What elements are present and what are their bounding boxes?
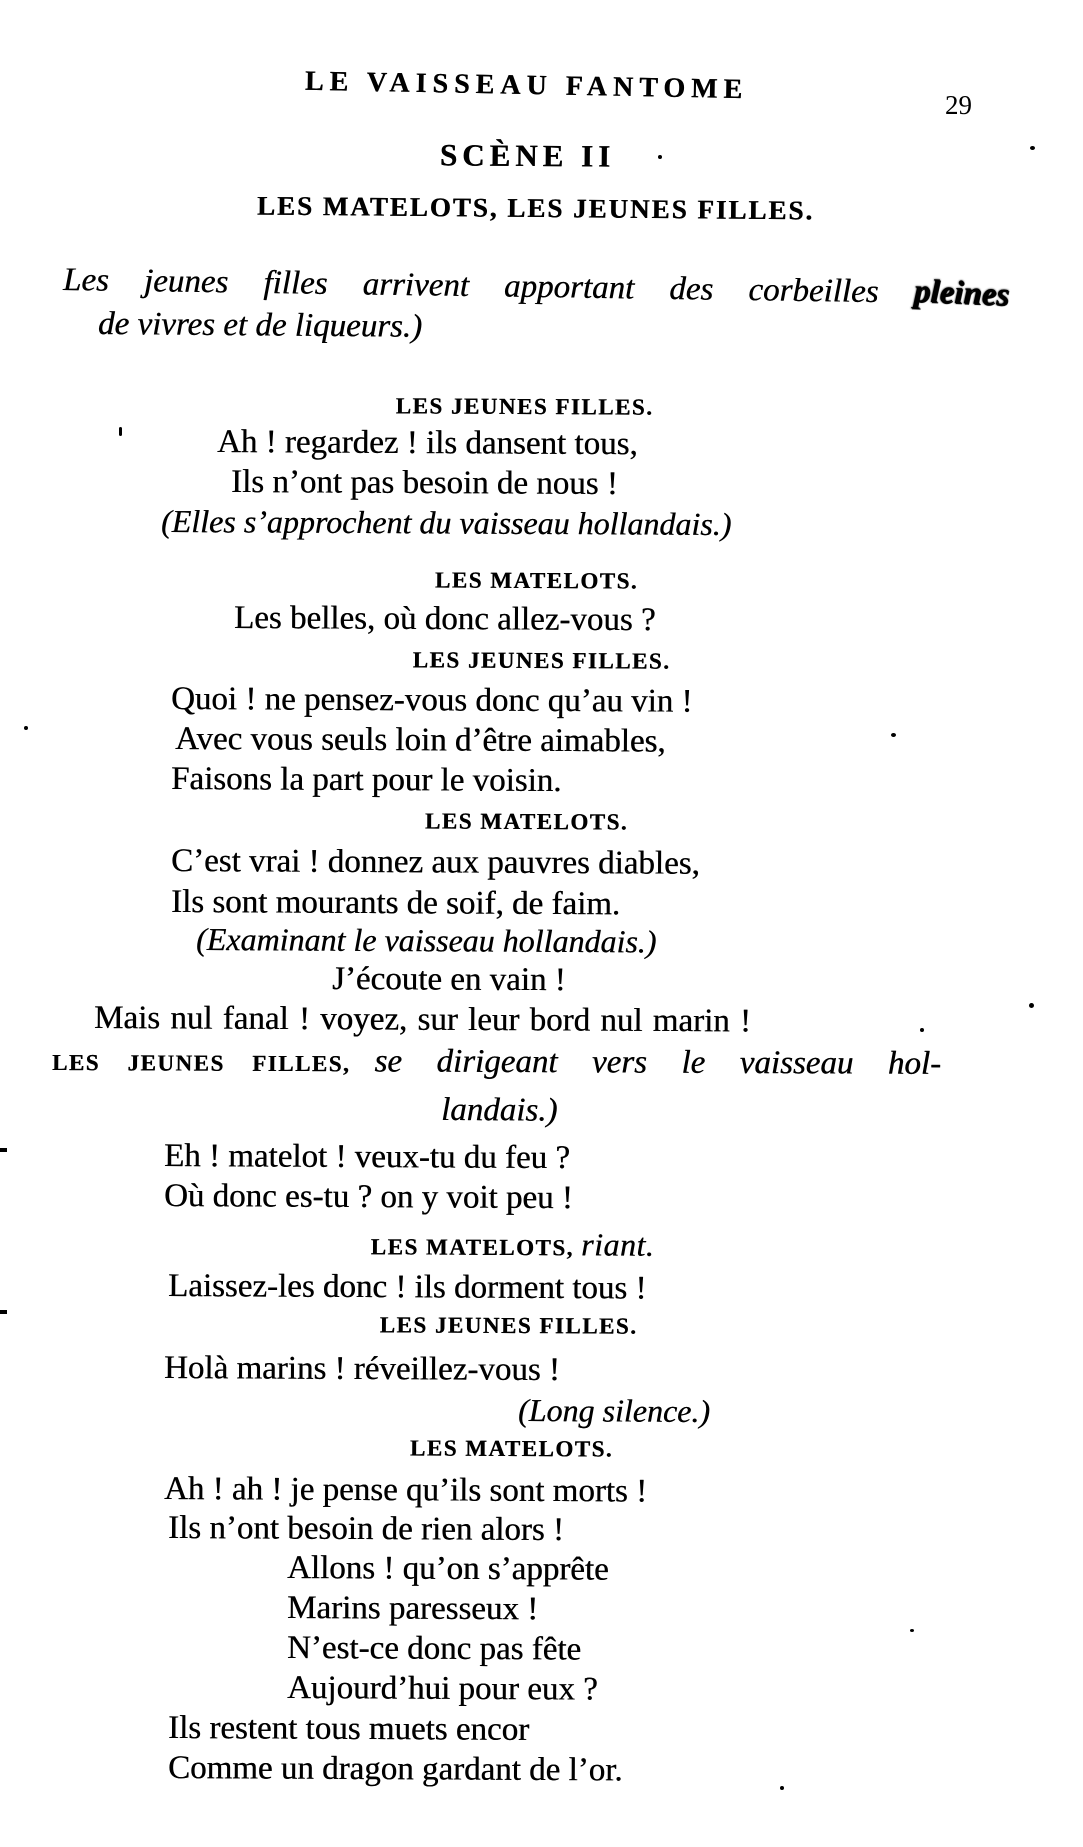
verse-line: Aujourd’hui pour eux ? (286, 1670, 598, 1708)
verse-line: Holà marins ! réveillez-vous ! (163, 1350, 560, 1389)
scan-speck (1030, 146, 1035, 150)
verse-line: J’écoute en vain ! (331, 961, 566, 999)
page-number: 29 (945, 90, 972, 120)
verse-line: Ah ! ah ! je pense qu’ils sont morts ! (163, 1471, 648, 1510)
verse-line: Eh ! matelot ! veux-tu du feu ? (163, 1138, 571, 1177)
verse-line: Comme un dragon gardant de l’or. (167, 1750, 623, 1789)
verse-line: Marins paresseux ! (286, 1590, 539, 1628)
verse-line: Laissez-les donc ! ils dorment tous ! (167, 1268, 647, 1307)
verse-line: Ah ! regardez ! ils dansent tous, (216, 424, 638, 463)
speaker-name: LES JEUNES FILLES, (51, 1050, 351, 1077)
stage-direction-line: (Examinant le vaisseau hollandais.) (195, 921, 657, 960)
speaker-heading: LES MATELOTS. (434, 567, 639, 594)
verse-line: Ils restent tous muets encor (167, 1710, 530, 1748)
verse-line: Mais nul fanal ! voyez, sur leur bord nul marin ! (93, 1000, 752, 1040)
verse-line: Ils n’ont pas besoin de nous ! (230, 464, 618, 503)
characters-heading: LES MATELOTS, LES JEUNES FILLES. (256, 190, 815, 226)
speaker-heading: LES JEUNES FILLES. (379, 1312, 638, 1339)
verse-line: Où donc es-tu ? on y voit peu ! (163, 1178, 573, 1217)
scan-speck (119, 427, 122, 436)
scan-speck (0, 1148, 7, 1152)
scan-speck (780, 1786, 784, 1790)
verse-line: Allons ! qu’on s’apprête (286, 1550, 609, 1588)
scan-speck (1029, 1003, 1034, 1008)
stage-direction-line: de vivres et de liqueurs.) (97, 306, 423, 345)
scan-speck (0, 1310, 7, 1314)
verse-line: Ils n’ont besoin de rien alors ! (167, 1510, 564, 1549)
smudged-word: pleines (912, 273, 1010, 314)
scan-speck (658, 155, 662, 159)
running-title: LE VAISSEAU FANTOME (304, 65, 749, 106)
scan-speck (920, 1028, 924, 1032)
speaker-name: LES MATELOTS, (370, 1234, 574, 1261)
verse-line: Quoi ! ne pensez-vous donc qu’au vin ! (170, 681, 693, 720)
stage-direction-line: landais.) (440, 1092, 558, 1129)
stage-direction-line: (Long silence.) (517, 1392, 711, 1430)
scan-speck (910, 1629, 914, 1632)
verse-line: C’est vrai ! donnez aux pauvres diables, (170, 843, 700, 882)
verse-line: Ils sont mourants de soif, de faim. (170, 884, 621, 923)
scan-speck (24, 726, 28, 730)
speaker-heading: LES JEUNES FILLES. (412, 647, 671, 674)
inline-direction: se dirigeant vers le vaisseau hol- (374, 1043, 942, 1082)
speaker-heading: LES JEUNES FILLES. (395, 393, 654, 420)
stage-direction-line: (Elles s’approchent du vaisseau hollandais.) (160, 503, 732, 542)
speaker-heading (0, 1223, 1054, 1266)
inline-direction: riant. (580, 1226, 655, 1263)
stage-direction-line (63, 262, 1009, 313)
speaker-heading: LES MATELOTS. (409, 1435, 614, 1462)
scene-heading: SCÈNE II (439, 137, 616, 174)
speaker-heading: LES MATELOTS. (424, 808, 629, 835)
verse-line: Avec vous seuls loin d’être aimables, (174, 721, 666, 760)
stage-direction-text: Les jeunes filles arrivent apportant des corbeilles (62, 262, 879, 311)
verse-line: Les belles, où donc allez-vous ? (233, 600, 656, 639)
scan-speck (891, 733, 896, 737)
verse-line: N’est-ce donc pas fête (286, 1630, 582, 1668)
verse-line: Faisons la part pour le voisin. (170, 761, 562, 800)
speaker-heading (52, 1042, 941, 1083)
